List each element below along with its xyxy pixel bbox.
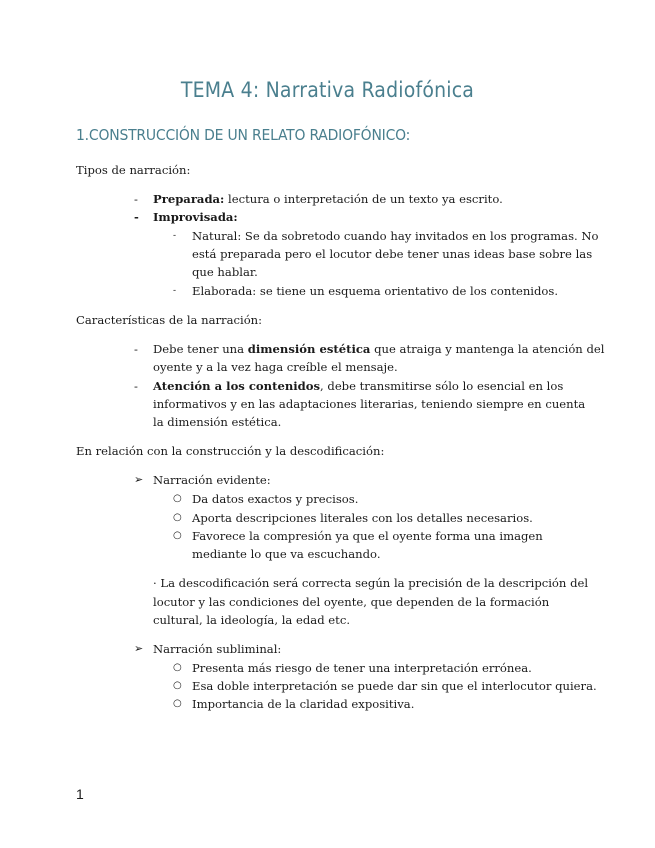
evidente-item-3: Favorece la compresión ya que el oyente forma una imagen xyxy=(192,529,543,543)
dash-bullet: - xyxy=(134,192,138,206)
caracteristica-2-post: , debe transmitirse sólo lo esencial en los xyxy=(320,379,564,393)
subliminal-item-1: Presenta más riesgo de tener una interpretación errónea. xyxy=(192,661,532,675)
natural-line-1: Natural: Se da sobretodo cuando hay invitados en los programas. No xyxy=(192,229,599,243)
section-heading: 1.CONSTRUCCIÓN DE UN RELATO RADIOFÓNICO: xyxy=(76,126,411,144)
caracteristicas-intro: Características de la narración: xyxy=(76,313,263,327)
document-title: TEMA 4: Narrativa Radiofónica xyxy=(180,78,475,102)
caracteristica-1-post: que atraiga y mantenga la atención del xyxy=(370,342,605,356)
note-line-3: cultural, la ideología, la edad etc. xyxy=(153,613,351,627)
improvisada-label: Improvisada: xyxy=(153,210,238,224)
preparada-text: lectura o interpretación de un texto ya escrito. xyxy=(224,192,503,206)
natural-line-2: está preparada pero el locutor debe tener unas ideas base sobre las xyxy=(192,247,593,261)
caracteristica-1-pre: Debe tener una xyxy=(153,342,248,356)
circle-bullet: ○ xyxy=(173,698,182,709)
page-number: 1 xyxy=(76,786,84,802)
preparada-label: Preparada: xyxy=(153,192,225,206)
circle-bullet: ○ xyxy=(173,680,182,691)
circle-bullet: ○ xyxy=(173,662,182,673)
list-item-preparada xyxy=(153,190,503,209)
caracteristica-1-line-2: oyente y a la vez haga creíble el mensaje. xyxy=(153,360,398,374)
subliminal-item-2: Esa doble interpretación se puede dar sin que el interlocutor quiera. xyxy=(192,679,597,693)
evidente-label: Narración evidente: xyxy=(153,473,271,487)
note-line-2: locutor y las condiciones del oyente, que dependen de la formación xyxy=(153,595,550,609)
caracteristica-1-line-1 xyxy=(153,340,604,359)
caracteristica-2-line-1 xyxy=(153,377,563,396)
dash-bullet: - xyxy=(134,210,139,224)
subliminal-item-3: Importancia de la claridad expositiva. xyxy=(192,697,415,711)
descodificacion-intro: En relación con la construcción y la descodificación: xyxy=(76,444,385,458)
elaborada-item: Elaborada: se tiene un esquema orientativo de los contenidos. xyxy=(192,284,559,298)
small-dash-bullet: - xyxy=(173,286,177,296)
caracteristica-2-bold: Atención a los contenidos xyxy=(153,379,321,393)
circle-bullet: ○ xyxy=(173,530,182,541)
caracteristica-2-line-2: informativos y en las adaptaciones literarias, teniendo siempre en cuenta xyxy=(153,397,586,411)
subliminal-label: Narración subliminal: xyxy=(153,642,282,656)
circle-bullet: ○ xyxy=(173,493,182,504)
evidente-item-3-line-2: mediante lo que va escuchando. xyxy=(192,547,381,561)
circle-bullet: ○ xyxy=(173,512,182,523)
arrow-bullet: ➢ xyxy=(134,642,144,655)
note-line-1: · La descodificación será correcta según la precisión de la descripción del xyxy=(153,576,589,590)
evidente-item-2: Aporta descripciones literales con los detalles necesarios. xyxy=(192,511,533,525)
list-item-improvisada xyxy=(153,208,238,227)
natural-line-3: que hablar. xyxy=(192,265,258,279)
evidente-item-1: Da datos exactos y precisos. xyxy=(192,492,359,506)
tipos-intro: Tipos de narración: xyxy=(76,163,191,177)
small-dash-bullet: - xyxy=(173,231,177,241)
caracteristica-2-line-3: la dimensión estética. xyxy=(153,415,282,429)
dash-bullet: - xyxy=(134,379,138,393)
arrow-bullet: ➢ xyxy=(134,473,144,486)
caracteristica-1-bold: dimensión estética xyxy=(247,342,371,356)
dash-bullet: - xyxy=(134,342,138,356)
